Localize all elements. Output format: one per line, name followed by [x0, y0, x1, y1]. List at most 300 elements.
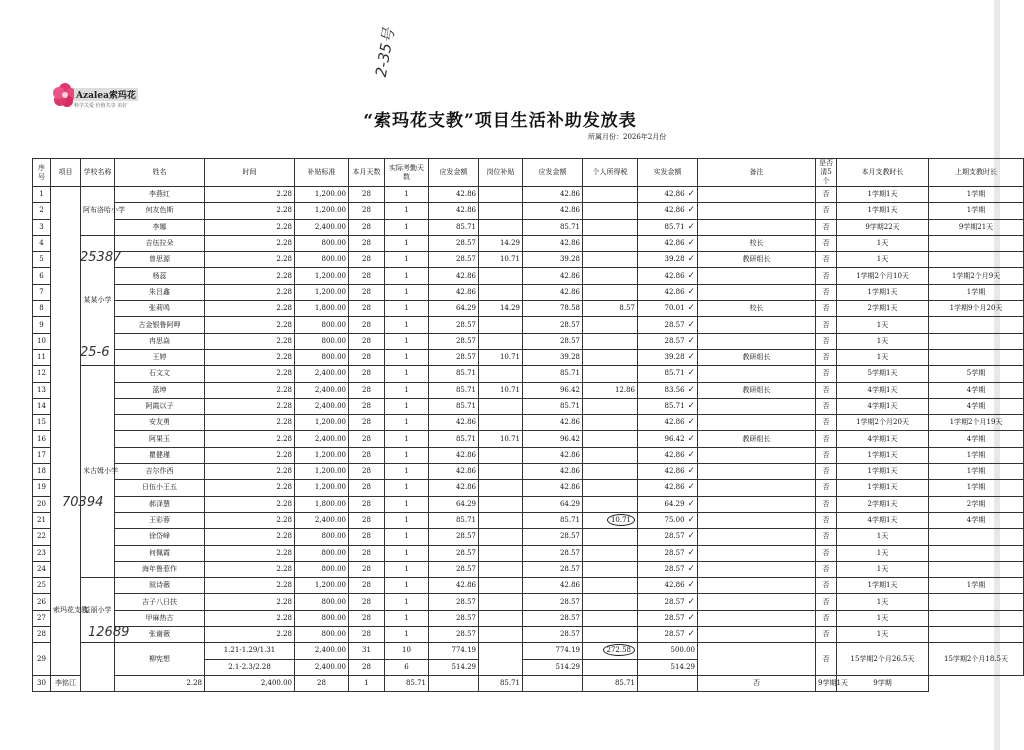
time-cell: 2.28	[205, 512, 295, 528]
attendance-cell: 1	[385, 268, 429, 284]
due-total-cell: 42.86	[523, 480, 583, 496]
days-cell: 28	[349, 594, 385, 610]
note-cell: 校长	[698, 235, 816, 251]
standard-cell: 2,400.00	[295, 398, 349, 414]
time-cell: 2.28	[205, 610, 295, 626]
school-name-cell	[81, 643, 115, 692]
due-cell: 28.57	[429, 594, 479, 610]
due-cell: 85.71	[429, 431, 479, 447]
teacher-name-cell: 安友勇	[115, 415, 205, 431]
row29-cell: 10	[385, 643, 429, 659]
row-number-cell: 30	[33, 675, 51, 691]
current-duration-cell: 1天	[837, 561, 929, 577]
time-cell: 2.28	[205, 480, 295, 496]
tax-cell	[583, 464, 638, 480]
row-number-cell: 28	[33, 627, 51, 643]
time-cell: 2.28	[205, 529, 295, 545]
page-title: “索玛花支教”项目生活补助发放表	[363, 111, 637, 131]
attendance-cell: 1	[385, 382, 429, 398]
net-cell: 85.71 ✓	[638, 398, 698, 414]
previous-duration-cell	[929, 252, 1024, 268]
note-cell	[698, 561, 816, 577]
circled-tax: 10.71	[607, 514, 635, 526]
row-number-cell: 26	[33, 594, 51, 610]
note-cell	[698, 333, 816, 349]
row29-cell: 514.29	[523, 659, 583, 675]
checkmark-icon: ✓	[684, 238, 695, 249]
standard-cell: 1,800.00	[295, 301, 349, 317]
attendance-cell: 1	[349, 675, 385, 691]
teacher-name-cell: 李铭江	[51, 675, 81, 691]
teacher-name-cell: 王彩蓉	[115, 512, 205, 528]
note-cell	[698, 187, 816, 203]
due-total-cell: 96.42	[523, 382, 583, 398]
header-row	[33, 159, 1024, 187]
time-cell: 2.28	[205, 219, 295, 235]
post-subsidy-cell	[479, 578, 523, 594]
days-cell: 28	[349, 480, 385, 496]
attendance-cell: 1	[385, 431, 429, 447]
time-cell: 2.28	[205, 496, 295, 512]
current-duration-cell: 2学期1天	[837, 301, 929, 317]
due-total-cell: 28.57	[523, 610, 583, 626]
header-cell: 学校名称	[81, 159, 115, 187]
checkmark-icon: ✓	[684, 482, 695, 493]
tax-cell	[583, 545, 638, 561]
tax-cell	[583, 203, 638, 219]
post-subsidy-cell	[479, 366, 523, 382]
handwritten-note: 2-35号	[371, 26, 399, 79]
handwritten-school-code: 70394	[62, 495, 104, 510]
previous-duration-cell: 4学期	[929, 382, 1024, 398]
tax-cell	[583, 594, 638, 610]
previous-duration-cell: 1学期	[929, 203, 1024, 219]
days-cell: 28	[349, 284, 385, 300]
current-duration-cell: 4学期1天	[837, 398, 929, 414]
time-cell: 2.28	[205, 187, 295, 203]
standard-cell: 1,200.00	[295, 284, 349, 300]
row-number-cell: 22	[33, 529, 51, 545]
due-total-cell: 42.86	[523, 464, 583, 480]
row29-cell: 28	[349, 659, 385, 675]
current-duration-cell: 2学期1天	[837, 496, 929, 512]
standard-cell: 1,200.00	[295, 578, 349, 594]
row-number-cell: 20	[33, 496, 51, 512]
tax-cell	[583, 496, 638, 512]
table-row	[33, 627, 1024, 643]
teacher-name-cell: 李娜	[115, 219, 205, 235]
row-number-cell: 10	[33, 333, 51, 349]
previous-duration-cell: 2学期	[929, 496, 1024, 512]
time-cell: 2.28	[205, 545, 295, 561]
days-cell: 28	[349, 561, 385, 577]
header-cell: 本月支教时长	[837, 159, 929, 187]
table-row	[33, 464, 1024, 480]
school-name-cell: 米古姆小学	[81, 366, 115, 578]
time-cell: 2.28	[205, 447, 295, 463]
due-total-cell: 28.57	[523, 545, 583, 561]
note-cell	[698, 545, 816, 561]
tax-cell	[583, 578, 638, 594]
net-cell: 28.57 ✓	[638, 561, 698, 577]
days-cell: 28	[349, 545, 385, 561]
net-cell: 42.86 ✓	[638, 578, 698, 594]
row-number-cell: 15	[33, 415, 51, 431]
standard-cell: 800.00	[295, 594, 349, 610]
previous-duration-cell	[929, 235, 1024, 251]
note-cell	[698, 219, 816, 235]
previous-duration-cell: 1学期	[929, 464, 1024, 480]
teacher-name-cell: 吉伍拉朵	[115, 235, 205, 251]
tax-cell	[583, 252, 638, 268]
time-cell: 2.28	[205, 398, 295, 414]
checkmark-icon: ✓	[684, 433, 695, 444]
table-row	[33, 284, 1024, 300]
net-cell: 42.86 ✓	[638, 447, 698, 463]
due-cell: 42.86	[429, 447, 479, 463]
due-cell: 28.57	[429, 545, 479, 561]
row29-cell: 2,400.00	[295, 643, 349, 659]
previous-duration-cell: 1学期2个月9天	[929, 268, 1024, 284]
clear-cell: 否	[816, 415, 837, 431]
checkmark-icon: ✓	[684, 401, 695, 411]
time-cell: 2.28	[205, 203, 295, 219]
clear-cell: 否	[698, 675, 816, 691]
school-name-cell: 益丽小学	[81, 578, 115, 643]
current-duration-cell: 5学期1天	[837, 366, 929, 382]
due-total-cell: 96.42	[523, 431, 583, 447]
standard-cell: 800.00	[295, 317, 349, 333]
clear-cell: 否	[816, 317, 837, 333]
note-cell	[698, 366, 816, 382]
due-cell: 85.71	[385, 675, 429, 691]
standard-cell: 2,400.00	[205, 675, 295, 691]
post-subsidy-cell	[479, 643, 523, 676]
row-number-cell: 4	[33, 235, 51, 251]
due-cell: 64.29	[429, 496, 479, 512]
logo-slogan: 科学关爱 价值共享 美好	[74, 103, 128, 109]
due-cell: 28.57	[429, 610, 479, 626]
current-duration-cell: 15学期2个月26.5天	[837, 643, 929, 676]
teacher-name-cell: 日伍小王五	[115, 480, 205, 496]
row-number-cell: 12	[33, 366, 51, 382]
time-cell: 2.28	[205, 561, 295, 577]
tax-cell	[583, 512, 638, 528]
previous-duration-cell: 9学期	[837, 675, 929, 691]
post-subsidy-cell	[479, 219, 523, 235]
attendance-cell: 1	[385, 610, 429, 626]
standard-cell: 1,200.00	[295, 447, 349, 463]
tax-cell: 8.57	[583, 301, 638, 317]
post-subsidy-cell	[479, 203, 523, 219]
previous-duration-cell	[929, 545, 1024, 561]
clear-cell: 否	[816, 496, 837, 512]
previous-duration-cell: 1学期	[929, 284, 1024, 300]
days-cell: 28	[349, 219, 385, 235]
clear-cell: 否	[816, 529, 837, 545]
days-cell: 28	[349, 496, 385, 512]
due-cell: 85.71	[429, 512, 479, 528]
days-cell: 28	[349, 512, 385, 528]
post-subsidy-cell	[479, 284, 523, 300]
row-number-cell: 18	[33, 464, 51, 480]
tax-cell	[523, 675, 583, 691]
attendance-cell: 1	[385, 398, 429, 414]
checkmark-icon: ✓	[684, 189, 695, 200]
due-total-cell: 85.71	[479, 675, 523, 691]
net-cell: 96.42 ✓	[638, 431, 698, 447]
attendance-cell: 1	[385, 235, 429, 251]
previous-duration-cell	[929, 317, 1024, 333]
due-total-cell: 42.86	[523, 578, 583, 594]
teacher-name-cell: 古金银鲁阿呷	[115, 317, 205, 333]
checkmark-icon: ✓	[684, 449, 695, 460]
handwritten-school-code: 12689	[88, 625, 130, 640]
header-cell: 是否清5个	[816, 159, 837, 187]
due-total-cell: 39.28	[523, 252, 583, 268]
checkmark-icon: ✓	[684, 335, 695, 346]
clear-cell: 否	[816, 480, 837, 496]
post-subsidy-cell	[479, 496, 523, 512]
due-cell: 28.57	[429, 349, 479, 365]
net-cell: 85.71 ✓	[638, 366, 698, 382]
current-duration-cell: 1天	[837, 610, 929, 626]
table-row	[33, 496, 1024, 512]
checkmark-icon: ✓	[684, 303, 695, 314]
note-cell	[698, 317, 816, 333]
header-cell: 上期支教时长	[929, 159, 1024, 187]
current-duration-cell: 1学期1天	[837, 464, 929, 480]
row-number-cell: 9	[33, 317, 51, 333]
attendance-cell: 1	[385, 627, 429, 643]
attendance-cell: 1	[385, 496, 429, 512]
attendance-cell: 1	[385, 349, 429, 365]
standard-cell: 800.00	[295, 561, 349, 577]
table-row	[33, 333, 1024, 349]
current-duration-cell: 1天	[837, 529, 929, 545]
net-cell: 28.57 ✓	[638, 594, 698, 610]
row-number-cell: 29	[33, 643, 51, 676]
logo-name: Azalea索玛花	[74, 88, 138, 101]
net-cell: 514.29	[638, 659, 698, 675]
clear-cell: 否	[816, 464, 837, 480]
due-total-cell: 42.86	[523, 235, 583, 251]
due-total-cell: 42.86	[523, 415, 583, 431]
post-subsidy-cell	[479, 529, 523, 545]
teacher-name-cell: 吉尔作西	[115, 464, 205, 480]
post-subsidy-cell	[429, 675, 479, 691]
standard-cell: 800.00	[295, 349, 349, 365]
table-row	[33, 235, 1024, 251]
net-cell: 42.86 ✓	[638, 464, 698, 480]
teacher-name-cell: 何友色斯	[115, 203, 205, 219]
current-duration-cell: 1天	[837, 627, 929, 643]
current-duration-cell: 4学期1天	[837, 431, 929, 447]
standard-cell: 1,200.00	[295, 187, 349, 203]
days-cell: 28	[349, 398, 385, 414]
post-subsidy-cell	[479, 627, 523, 643]
table-row	[33, 431, 1024, 447]
current-duration-cell: 1学期2个月10天	[837, 268, 929, 284]
checkmark-icon: ✓	[684, 384, 695, 395]
teacher-name-cell: 瞿健瑾	[115, 447, 205, 463]
due-cell: 42.86	[429, 578, 479, 594]
clear-cell: 否	[816, 203, 837, 219]
due-total-cell: 28.57	[523, 317, 583, 333]
due-cell: 28.57	[429, 252, 479, 268]
tax-cell	[583, 561, 638, 577]
row-number-cell: 6	[33, 268, 51, 284]
table-row	[33, 268, 1024, 284]
net-cell: 70.01 ✓	[638, 301, 698, 317]
attendance-cell: 1	[385, 284, 429, 300]
checkmark-icon: ✓	[684, 515, 695, 526]
checkmark-icon: ✓	[684, 286, 695, 297]
current-duration-cell: 1学期1天	[837, 578, 929, 594]
tax-cell	[583, 268, 638, 284]
previous-duration-cell: 15学期2个月18.5天	[929, 643, 1024, 676]
attendance-cell: 1	[385, 317, 429, 333]
tax-cell	[583, 349, 638, 365]
net-cell: 85.71	[583, 675, 638, 691]
row29-cell: 774.19	[429, 643, 479, 659]
clear-cell: 否	[816, 512, 837, 528]
due-total-cell: 85.71	[523, 398, 583, 414]
teacher-name-cell: 郝泽慧	[115, 496, 205, 512]
row-number-cell: 3	[33, 219, 51, 235]
clear-cell: 否	[816, 382, 837, 398]
standard-cell: 1,800.00	[295, 496, 349, 512]
standard-cell: 800.00	[295, 235, 349, 251]
post-subsidy-cell: 10.71	[479, 431, 523, 447]
post-subsidy-cell	[479, 594, 523, 610]
note-cell	[698, 610, 816, 626]
teacher-name-cell: 张莉鸣	[115, 301, 205, 317]
previous-duration-cell: 4学期	[929, 431, 1024, 447]
row-number-cell: 14	[33, 398, 51, 414]
note-cell	[698, 398, 816, 414]
row29-cell: 1.21-1.29/1.31	[205, 643, 295, 659]
days-cell: 28	[349, 333, 385, 349]
clear-cell: 否	[816, 594, 837, 610]
school-name-cell: 阿布洛哈小学	[81, 187, 115, 236]
table-row	[33, 187, 1024, 203]
previous-duration-cell: 1学期2个月19天	[929, 415, 1024, 431]
current-duration-cell: 1天	[837, 252, 929, 268]
checkmark-icon: ✓	[684, 417, 695, 428]
standard-cell: 1,200.00	[295, 480, 349, 496]
header-cell: 项目	[51, 159, 81, 187]
note-cell: 教研组长	[698, 382, 816, 398]
days-cell: 28	[349, 382, 385, 398]
due-cell: 85.71	[429, 366, 479, 382]
previous-duration-cell: 1学期	[929, 187, 1024, 203]
teacher-name-cell: 朱吕鑫	[115, 284, 205, 300]
table-row	[33, 480, 1024, 496]
tax-cell	[583, 317, 638, 333]
note-cell	[698, 529, 816, 545]
attendance-cell: 1	[385, 464, 429, 480]
standard-cell: 1,200.00	[295, 464, 349, 480]
days-cell: 28	[349, 578, 385, 594]
post-subsidy-cell	[479, 398, 523, 414]
row29-cell: 514.29	[429, 659, 479, 675]
standard-cell: 2,400.00	[295, 366, 349, 382]
due-total-cell: 85.71	[523, 512, 583, 528]
standard-cell: 800.00	[295, 333, 349, 349]
time-cell: 2.28	[115, 675, 205, 691]
due-total-cell: 85.71	[523, 219, 583, 235]
row-number-cell: 7	[33, 284, 51, 300]
teacher-name-cell: 叙诗薇	[115, 578, 205, 594]
previous-duration-cell	[929, 529, 1024, 545]
clear-cell: 否	[816, 431, 837, 447]
current-duration-cell: 1学期1天	[837, 447, 929, 463]
teacher-name-cell: 何佩霞	[115, 545, 205, 561]
checkmark-icon: ✓	[684, 368, 695, 379]
post-subsidy-cell	[479, 545, 523, 561]
due-total-cell: 42.86	[523, 203, 583, 219]
current-duration-cell: 1天	[837, 349, 929, 365]
post-subsidy-cell: 14.29	[479, 235, 523, 251]
time-cell: 2.28	[205, 301, 295, 317]
time-cell: 2.28	[205, 366, 295, 382]
net-cell: 42.86 ✓	[638, 480, 698, 496]
teacher-name-cell: 冉思焱	[115, 333, 205, 349]
clear-cell: 否	[816, 235, 837, 251]
standard-cell: 800.00	[295, 627, 349, 643]
tax-cell	[583, 398, 638, 414]
time-cell: 2.28	[205, 627, 295, 643]
net-cell: 42.86 ✓	[638, 284, 698, 300]
post-subsidy-cell	[479, 187, 523, 203]
note-cell	[698, 415, 816, 431]
standard-cell: 800.00	[295, 252, 349, 268]
table-row	[33, 594, 1024, 610]
time-cell: 2.28	[205, 431, 295, 447]
due-total-cell: 42.86	[523, 284, 583, 300]
teacher-name-cell: 甲麻热古	[115, 610, 205, 626]
table-row	[33, 610, 1024, 626]
header-cell: 本月天数	[349, 159, 385, 187]
row-number-cell: 27	[33, 610, 51, 626]
note-cell: 校长	[698, 301, 816, 317]
due-cell: 28.57	[429, 317, 479, 333]
checkmark-icon: ✓	[684, 563, 695, 574]
checkmark-icon: ✓	[684, 612, 695, 623]
row-number-cell: 19	[33, 480, 51, 496]
standard-cell: 1,200.00	[295, 203, 349, 219]
teacher-name-cell: 蓝坤	[115, 382, 205, 398]
tax-cell	[583, 480, 638, 496]
days-cell: 28	[349, 464, 385, 480]
teacher-name-cell: 阿果玉	[115, 431, 205, 447]
tax-cell	[583, 659, 638, 675]
attendance-cell: 1	[385, 301, 429, 317]
previous-duration-cell	[929, 610, 1024, 626]
checkmark-icon: ✓	[684, 352, 695, 363]
attendance-cell: 1	[385, 187, 429, 203]
teacher-name-cell: 石文文	[115, 366, 205, 382]
attendance-cell: 1	[385, 545, 429, 561]
table-row	[33, 366, 1024, 382]
attendance-cell: 1	[385, 252, 429, 268]
note-cell: 教研组长	[698, 431, 816, 447]
post-subsidy-cell	[479, 480, 523, 496]
teacher-name-cell: 徐岱峰	[115, 529, 205, 545]
due-total-cell: 28.57	[523, 561, 583, 577]
teacher-name-cell: 海年鲁惹作	[115, 561, 205, 577]
